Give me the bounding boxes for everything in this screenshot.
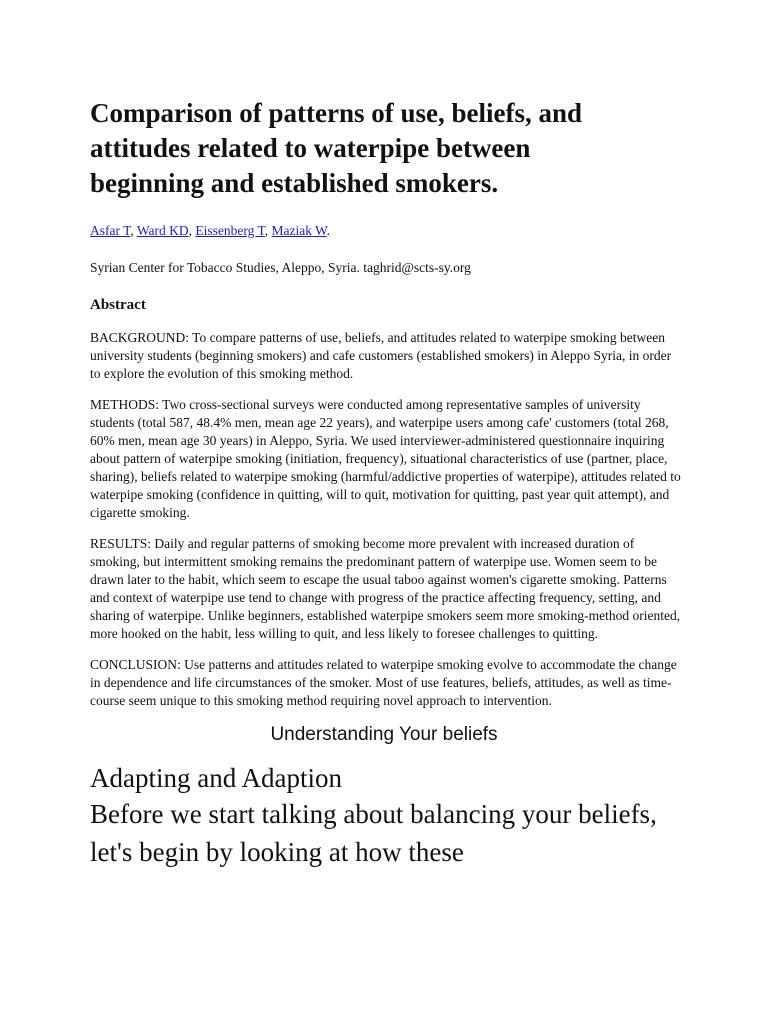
abstract-results: RESULTS: Daily and regular patterns of smoking become more prevalent with increased duration of smoking, but intermittent smoking remains the predominant pattern of waterpipe use. Women seem to be drawn later to the habit, which seem to escape the usual taboo against women's cigarette smoking. Patterns and context of waterpipe use tend to change with progress of the practice affecting frequency, setting, and sharing of waterpipe. Unlike beginners, established waterpipe smokers seem more smoking-method oriented, more hooked on the habit, less willing to quit, and less likely to foresee challenges to quitting. <box>90 536 681 641</box>
abstract-background: BACKGROUND: To compare patterns of use, beliefs, and attitudes related to waterpipe smoking between university students (beginning smokers) and cafe customers (established smokers) in Aleppo Syria, in order to explore the evolution of this smoking method. <box>90 330 672 381</box>
author-list: Asfar T, Ward KD, Eissenberg T, Maziak W. <box>90 223 331 238</box>
author-link[interactable]: Maziak W <box>271 223 327 238</box>
author-link[interactable]: Ward KD <box>136 223 189 238</box>
section-heading: Understanding Your beliefs <box>270 724 498 745</box>
subsection-heading: Adapting and Adaption <box>90 763 342 793</box>
author-link[interactable]: Asfar T <box>90 223 131 238</box>
abstract-methods: METHODS: Two cross-sectional surveys were conducted among representative samples of university students (total 587, 48.4% men, mean age 22 years), and waterpipe users among cafe' customers (total 268, 60% men, mean age 30 years) in Aleppo, Syria. We used interviewer-administered questionnaire inquiring about pattern of waterpipe smoking (initiation, frequency), situational characteristics of use (partner, place, sharing), beliefs related to waterpipe smoking (harmful/addictive properties of waterpipe), attitudes related to waterpipe smoking (confidence in quitting, will to quit, motivation for quitting, past year quit attempt), and cigarette smoking. <box>90 397 681 520</box>
document-content <box>90 96 690 871</box>
subsection-body: Before we start talking about balancing your beliefs, let's begin by looking at how these <box>90 799 657 867</box>
article-title: Comparison of patterns of use, beliefs, and attitudes related to waterpipe between beginning and established smokers. <box>90 98 583 198</box>
author-link[interactable]: Eissenberg T <box>195 223 265 238</box>
affiliation: Syrian Center for Tobacco Studies, Aleppo, Syria. taghrid@scts-sy.org <box>90 260 471 275</box>
abstract-heading: Abstract <box>90 297 146 313</box>
abstract-conclusion: CONCLUSION: Use patterns and attitudes related to waterpipe smoking evolve to accommodate the change in dependence and life circumstances of the smoker. Most of use features, beliefs, attitudes, as well as time-course seem unique to this smoking method requiring novel approach to intervention. <box>90 657 677 708</box>
